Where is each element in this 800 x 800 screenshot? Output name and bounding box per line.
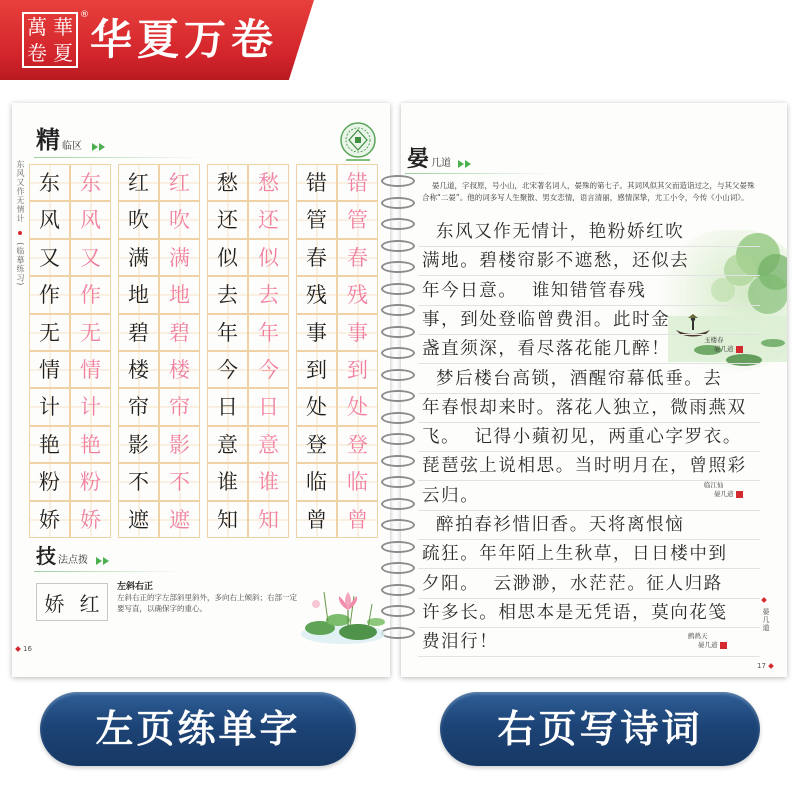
grid-model-char: 似 — [207, 239, 248, 276]
grid-trace-char: 艳 — [70, 426, 111, 463]
grid-model-char: 春 — [296, 239, 337, 276]
grid-model-char: 临 — [296, 463, 337, 500]
grid-model-char: 娇 — [29, 501, 70, 538]
brand-name: 华夏万卷 — [90, 15, 279, 64]
emblem-caption-bar — [346, 159, 370, 161]
grid-trace-char: 娇 — [70, 501, 111, 538]
poem-line: 年今日意。 谁知错管春残 — [418, 277, 760, 306]
spiral-ring — [381, 455, 415, 467]
grid-trace-char: 无 — [70, 314, 111, 351]
grid-trace-char: 东 — [70, 164, 111, 201]
spiral-ring — [381, 498, 415, 510]
spiral-ring — [381, 261, 415, 273]
author-title-label: 几道 — [431, 158, 451, 169]
author-underline — [405, 173, 555, 174]
arrow-part — [96, 557, 102, 565]
page-number-left: 16 — [23, 645, 32, 653]
right-side-label: 晏几道 — [762, 608, 770, 632]
author-intro: 晏几道，字叔原，号小山，北宋著名词人，晏殊的第七子。其词风似其父而造诣过之，与其父晏殊合称“二晏”。他的词多写人生聚散、男女恋情，语言清丽，感情深挚，尤工小令，今传《小山词》。 — [422, 181, 755, 202]
section-underline — [34, 157, 204, 158]
author-title-char: 晏 — [407, 146, 430, 172]
grid-model-char: 事 — [296, 314, 337, 351]
grid-trace-char: 影 — [159, 426, 200, 463]
spiral-ring — [381, 476, 415, 488]
grid-model-char: 粉 — [29, 463, 70, 500]
lotus-illustration — [298, 582, 388, 648]
double-arrow-icon — [458, 160, 471, 168]
seal-char: 夏 — [53, 41, 73, 65]
grid-trace-char: 事 — [337, 314, 378, 351]
grid-model-char: 管 — [296, 201, 337, 238]
grid-trace-char: 谁 — [248, 463, 289, 500]
poem-title: 鹧鸪天 — [688, 632, 708, 640]
red-seal-icon — [736, 346, 743, 353]
grid-model-char: 不 — [118, 463, 159, 500]
poem-attribution — [688, 632, 727, 650]
technique-rule-text: 左斜右正的字左部斜里斜外，多向右上倾斜；右部一定要写直，以确保字的重心。 — [117, 593, 297, 613]
grid-trace-char: 知 — [248, 501, 289, 538]
grid-trace-char: 粉 — [70, 463, 111, 500]
grid-trace-char: 地 — [159, 276, 200, 313]
lotus-bud — [312, 600, 320, 608]
grid-trace-char: 日 — [248, 388, 289, 425]
poem-title: 临江仙 — [704, 481, 724, 489]
page-number-right: 17 — [757, 662, 766, 670]
grid-model-char: 风 — [29, 201, 70, 238]
grid-trace-char: 情 — [70, 351, 111, 388]
grid-trace-char: 错 — [337, 164, 378, 201]
grid-trace-char: 到 — [337, 351, 378, 388]
grid-model-char: 还 — [207, 201, 248, 238]
grid-model-char: 遮 — [118, 501, 159, 538]
grid-trace-char: 曾 — [337, 501, 378, 538]
grid-model-char: 帘 — [118, 388, 159, 425]
spiral-ring — [381, 326, 415, 338]
section-title-label: 临区 — [62, 141, 82, 152]
poem-line: 梦后楼台高锁，酒醒帘幕低垂。去 — [418, 365, 760, 394]
red-seal-icon — [720, 642, 727, 649]
grid-trace-char: 作 — [70, 276, 111, 313]
double-arrow-icon — [92, 143, 105, 151]
poem-line: 满地。碧楼帘影不遮愁，还似去 — [418, 247, 760, 276]
grid-model-char: 计 — [29, 388, 70, 425]
grid-trace-char: 似 — [248, 239, 289, 276]
grid-model-char: 去 — [207, 276, 248, 313]
grid-model-char: 吹 — [118, 201, 159, 238]
poem-line: 飞。 记得小蘋初见，两重心字罗衣。 — [418, 423, 760, 452]
grid-trace-char: 愁 — [248, 164, 289, 201]
grid-model-char: 无 — [29, 314, 70, 351]
poem-line: 琵琶弦上说相思。当时明月在，曾照彩 — [418, 452, 760, 481]
poem-line: 年春恨却来时。落花人独立，微雨燕双 — [418, 394, 760, 423]
grid-model-char: 处 — [296, 388, 337, 425]
grid-trace-char: 意 — [248, 426, 289, 463]
technique-rule-title: 左斜右正 — [117, 582, 154, 592]
grid-trace-char: 年 — [248, 314, 289, 351]
grid-model-char: 残 — [296, 276, 337, 313]
poem-line: 醉拍春衫惜旧香。天将离恨恼 — [418, 511, 760, 540]
grid-model-char: 登 — [296, 426, 337, 463]
grid-model-char: 今 — [207, 351, 248, 388]
spiral-ring — [381, 347, 415, 359]
poem-author: 晏几道 — [714, 345, 734, 353]
poem-line: 盏直须深，看尽落花能几醉！ — [418, 335, 760, 364]
grid-trace-char: 遮 — [159, 501, 200, 538]
technique-title-label: 法点拨 — [58, 555, 88, 566]
poem-attribution — [704, 336, 743, 354]
spiral-ring — [381, 433, 415, 445]
poem-line: 夕阳。 云渺渺，水茫茫。征人归路 — [418, 570, 760, 599]
grid-trace-char: 满 — [159, 239, 200, 276]
poem-line: 疏狂。年年陌上生秋草，日日楼中到 — [418, 540, 760, 569]
grid-model-char: 影 — [118, 426, 159, 463]
poem-attribution — [704, 481, 743, 499]
emblem-center — [355, 137, 361, 143]
arrow-part — [103, 557, 109, 565]
grid-trace-char: 今 — [248, 351, 289, 388]
spiral-ring — [381, 218, 415, 230]
poem-line: 许多长。相思本是无凭语，莫向花笺 — [418, 599, 760, 628]
grid-model-char: 到 — [296, 351, 337, 388]
spiral-ring — [381, 541, 415, 553]
side-caption — [15, 160, 25, 286]
double-arrow-icon — [96, 557, 109, 565]
red-dot-icon — [18, 231, 22, 235]
section-title-char: 精 — [36, 125, 60, 154]
poem-line: 费泪行！ — [418, 628, 760, 657]
grid-model-char: 谁 — [207, 463, 248, 500]
grid-model-char: 日 — [207, 388, 248, 425]
emblem-icon — [338, 121, 378, 163]
grid-model-char: 作 — [29, 276, 70, 313]
spiral-ring — [381, 197, 415, 209]
grid-model-char: 地 — [118, 276, 159, 313]
seal-char: 華 — [53, 15, 73, 39]
red-seal-icon — [736, 491, 743, 498]
grid-model-char: 知 — [207, 501, 248, 538]
poem-line: 云归。 — [418, 482, 760, 511]
poem-line: 东风又作无情计，艳粉娇红吹 — [418, 218, 760, 247]
grid-trace-char: 楼 — [159, 351, 200, 388]
grid-trace-char: 计 — [70, 388, 111, 425]
grid-trace-char: 春 — [337, 239, 378, 276]
right-page-caption-pill: 右页写诗词 — [440, 692, 760, 766]
grid-trace-char: 吹 — [159, 201, 200, 238]
seal-char: 萬 — [27, 15, 47, 39]
grid-trace-char: 去 — [248, 276, 289, 313]
poem-ruled-lines — [418, 218, 760, 658]
grid-trace-char: 登 — [337, 426, 378, 463]
grid-trace-char: 管 — [337, 201, 378, 238]
grid-model-char: 楼 — [118, 351, 159, 388]
spiral-ring — [381, 175, 415, 187]
grid-model-char: 年 — [207, 314, 248, 351]
poem-author: 晏几道 — [698, 641, 718, 649]
spiral-ring — [381, 283, 415, 295]
grid-model-char: 碧 — [118, 314, 159, 351]
technique-title-char: 技 — [36, 544, 56, 568]
grid-trace-char: 还 — [248, 201, 289, 238]
grid-trace-char: 风 — [70, 201, 111, 238]
example-char: 红 — [79, 591, 100, 616]
grid-trace-char: 碧 — [159, 314, 200, 351]
registered-mark: ® — [80, 10, 89, 20]
seal-char: 卷 — [27, 41, 47, 65]
grid-model-char: 艳 — [29, 426, 70, 463]
spiral-ring — [381, 240, 415, 252]
grid-trace-char: 帘 — [159, 388, 200, 425]
poem-line: 事，到处登临曾费泪。此时金 — [418, 306, 760, 335]
grid-trace-char: 红 — [159, 164, 200, 201]
grid-model-char: 错 — [296, 164, 337, 201]
spiral-ring — [381, 519, 415, 531]
spiral-ring — [381, 369, 415, 381]
technique-underline — [34, 571, 184, 572]
side-caption-sub: (临摹练习) — [16, 242, 25, 287]
grid-model-char: 情 — [29, 351, 70, 388]
grid-trace-char: 临 — [337, 463, 378, 500]
spiral-ring — [381, 390, 415, 402]
poem-author: 晏几道 — [714, 490, 734, 498]
practice-grid — [29, 164, 378, 539]
arrow-part — [465, 160, 471, 168]
grid-trace-char: 又 — [70, 239, 111, 276]
arrow-part — [92, 143, 98, 151]
grid-trace-char: 处 — [337, 388, 378, 425]
grid-model-char: 又 — [29, 239, 70, 276]
arrow-part — [458, 160, 464, 168]
side-caption-main: 东风又作无情计 — [16, 160, 25, 223]
example-char: 娇 — [44, 591, 65, 616]
grid-model-char: 愁 — [207, 164, 248, 201]
spiral-ring — [381, 412, 415, 424]
brand-logo-seal — [22, 12, 78, 68]
grid-trace-char: 残 — [337, 276, 378, 313]
spiral-ring — [381, 304, 415, 316]
grid-model-char: 红 — [118, 164, 159, 201]
technique-example-box — [36, 583, 108, 621]
poem-title: 玉楼春 — [704, 336, 724, 344]
grid-model-char: 满 — [118, 239, 159, 276]
arrow-part — [99, 143, 105, 151]
grid-trace-char: 不 — [159, 463, 200, 500]
grid-model-char: 东 — [29, 164, 70, 201]
grid-model-char: 曾 — [296, 501, 337, 538]
grid-model-char: 意 — [207, 426, 248, 463]
spiral-ring — [381, 562, 415, 574]
left-page-caption-pill: 左页练单字 — [40, 692, 356, 766]
